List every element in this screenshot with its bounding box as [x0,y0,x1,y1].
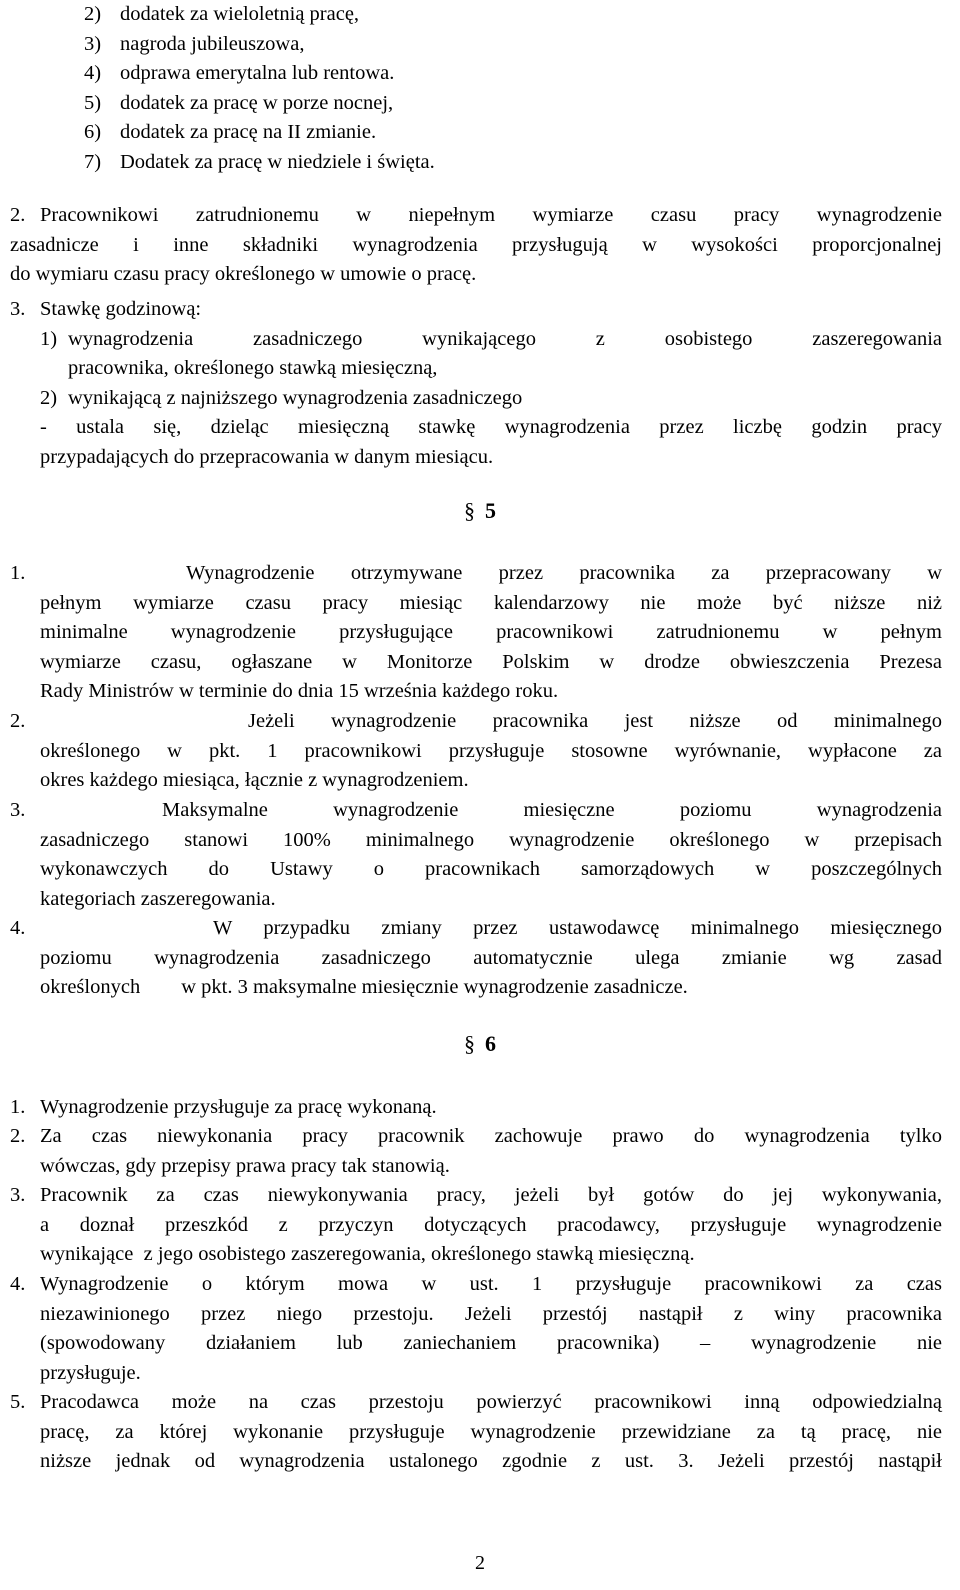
section-number: 5 [485,498,496,523]
paragraph-line: Rady Ministrów w terminie do dnia 15 września każdego roku. [40,680,559,702]
paragraph-line: Pracownikowi zatrudnionemu w niepełnym wymiarze czasu pracy wynagrodzenie [40,204,942,226]
paragraph-line: wynikające z jego osobistego zaszeregowania, określonego stawką miesięczną. [40,1243,695,1265]
paragraph-line: minimalne wynagrodzenie przysługujące pracownikowi zatrudnionemu w pełnym [40,621,942,643]
sub-item-line: pracownika, określonego stawką miesięczną, [68,357,438,379]
list-item-text: dodatek za pracę w porze nocnej, [120,91,394,114]
paragraph-number: 3. [10,1184,26,1206]
paragraph-line: kategoriach zaszeregowania. [40,887,276,910]
benefits-list [84,0,644,177]
list-item [84,89,644,119]
paragraph-line: poziomu wynagrodzenia zasadniczego automatycznie ulega zmianie wg zasad [40,946,942,969]
paragraph-line: określonego w pkt. 1 pracownikowi przysługuje stosowne wyrównanie, wypłacone za [40,739,942,762]
list-item-number: 5) [84,91,102,114]
paragraph-number: 2. [10,710,26,732]
paragraph-line: pełnym wymiarze czasu pracy miesiąc kalendarzowy nie może być niższe niż [40,591,942,614]
section-heading-6 [0,1031,960,1057]
paragraph-line: do wymiaru czasu pracy określonego w umowie o pracę. [10,263,477,285]
paragraph-line: niezawinionego przez niego przestoju. Jeżeli przestój nastąpił z winy pracownika [40,1302,942,1325]
s6-paragraph-2 [10,1122,942,1181]
s5-paragraph-2 [10,707,942,796]
paragraph-line: Wynagrodzenie otrzymywane przez pracownika za przepracowany w [186,562,942,584]
list-item-number: 6) [84,121,102,143]
list-item-number: 7) [84,150,102,173]
list-item [84,148,644,178]
list-item-text: dodatek za pracę na II zmianie. [120,121,377,143]
paragraph-line: zasadnicze i inne składniki wynagrodzenia przysługują w wysokości proporcjonalnej [10,233,942,256]
s6-paragraph-4 [10,1270,942,1388]
paragraph-line: Jeżeli wynagrodzenie pracownika jest niższe od minimalnego [248,710,942,732]
paragraph-line: określonych w pkt. 3 maksymalne miesięcznie wynagrodzenie zasadnicze. [40,976,688,998]
paragraph-number: 5. [10,1391,26,1413]
paragraph-line: Maksymalne wynagrodzenie miesięczne poziomu wynagrodzenia [162,799,942,821]
list-item [84,118,644,148]
list-item [84,59,644,89]
list-item-text: nagroda jubileuszowa, [120,32,305,55]
paragraph-line: a doznał przeszkód z przyczyn dotyczących pracodawcy, przysługuje wynagrodzenie [40,1213,942,1236]
sub-item-line: wynagrodzenia zasadniczego wynikającego z osobistego zaszeregowania [68,327,942,350]
paragraph-line: Za czas niewykonania pracy pracownik zachowuje prawo do wynagrodzenia tylko [40,1125,942,1147]
list-item [84,0,644,30]
list-item-text: odprawa emerytalna lub rentowa. [120,62,395,84]
paragraph-number: 4. [10,1273,26,1295]
list-item-number: 2) [84,3,102,25]
paragraph-number: 1. [10,562,26,584]
paragraph-number: 4. [10,917,26,939]
paragraph-number: 2. [10,204,26,226]
paragraph-line: niższe jednak od wynagrodzenia ustalonego zgodnie z ust. 3. Jeżeli przestój nastąpił [40,1450,942,1472]
paragraph-line: Wynagrodzenie przysługuje za pracę wykonaną. [40,1096,437,1118]
paragraph-line: wówczas, gdy przepisy prawa pracy tak stanowią. [40,1154,450,1177]
section-heading-5 [0,498,960,524]
paragraph-line: przypadających do przepracowania w danym miesiącu. [40,445,494,468]
paragraph-line: Pracodawca może na czas przestoju powierzyć pracownikowi inną odpowiedzialną [40,1391,942,1413]
s6-paragraph-1 [10,1093,942,1123]
list-item-number: 4) [84,62,102,84]
sub-item [40,384,942,414]
paragraph-2 [10,201,942,290]
paragraph-line: zasadniczego stanowi 100% minimalnego wynagrodzenie określonego w przepisach [40,828,942,851]
s6-paragraph-5 [10,1388,942,1477]
section-symbol: § [464,1031,475,1056]
paragraph-number: 1. [10,1096,26,1118]
list-item-text: Dodatek za pracę w niedziele i święta. [120,150,435,173]
paragraph-intro: Stawkę godzinową: [40,298,202,320]
paragraph-line: przysługuje. [40,1361,141,1384]
sub-item-number: 2) [40,386,58,409]
paragraph-line: okres każdego miesiąca, łącznie z wynagrodzeniem. [40,769,469,791]
paragraph-number: 3. [10,298,26,320]
section-number: 6 [485,1031,496,1056]
paragraph-line: Wynagrodzenie o którym mowa w ust. 1 przysługuje pracownikowi za czas [40,1273,942,1295]
s5-paragraph-3 [10,796,942,914]
paragraph-line: pracę, za której wykonanie przysługuje wynagrodzenie przewidziane za tą pracę, nie [40,1420,942,1443]
s6-paragraph-3 [10,1181,942,1270]
section-symbol: § [464,498,475,523]
paragraph-line: - ustala się, dzieląc miesięczną stawkę wynagrodzenia przez liczbę godzin pracy [40,416,942,438]
list-item-number: 3) [84,32,102,55]
list-item-text: dodatek za wieloletnią pracę, [120,3,360,25]
page-number: 2 [475,1552,485,1574]
paragraph-line: wymiarze czasu, ogłaszane w Monitorze Polskim w drodze obwieszczenia Prezesa [40,650,942,673]
sub-item-line: wynikającą z najniższego wynagrodzenia zasadniczego [68,386,523,409]
paragraph-line: Pracownik za czas niewykonywania pracy, jeżeli był gotów do jej wykonywania, [40,1184,942,1206]
paragraph-3 [10,295,942,472]
paragraph-line: W przypadku zmiany przez ustawodawcę minimalnego miesięcznego [213,917,942,939]
paragraph-line: (spowodowany działaniem lub zaniechaniem pracownika) – wynagrodzenie nie [40,1332,942,1354]
s5-paragraph-1 [10,559,942,707]
s5-paragraph-4 [10,914,942,1003]
paragraph-number: 3. [10,799,26,821]
paragraph-line: wykonawczych do Ustawy o pracownikach samorządowych w poszczególnych [40,858,942,880]
list-item [84,30,644,60]
paragraph-number: 2. [10,1125,26,1147]
sub-item-number: 1) [40,327,58,350]
sub-item [40,325,942,384]
